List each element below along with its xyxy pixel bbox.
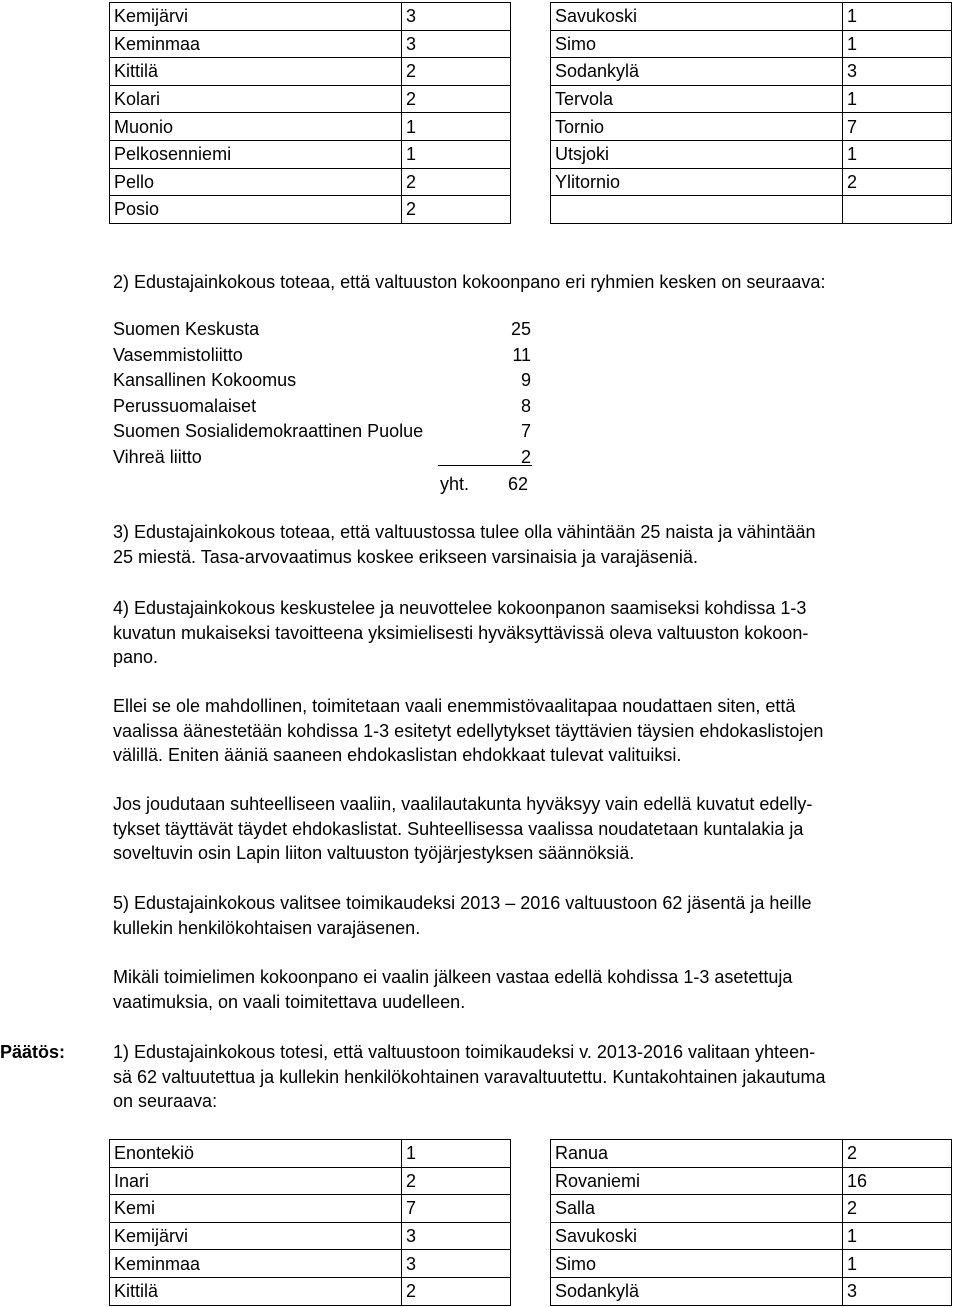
- text-line: vaalissa äänestetään kohdissa 1-3 esitetyt edellytykset täyttävien täysien ehdokaslistojen: [113, 720, 824, 741]
- table-row-empty: [551, 196, 952, 224]
- text-line: on seuraava:: [113, 1091, 218, 1111]
- table-row: [110, 1250, 511, 1278]
- table-row: [110, 1167, 511, 1195]
- municipality-name: Pelkosenniemi: [110, 140, 402, 168]
- table-row: [551, 1277, 952, 1305]
- municipality-name: Kittilä: [110, 58, 402, 86]
- text-line: pano.: [113, 647, 159, 667]
- seat-count: 3: [402, 3, 511, 31]
- municipality-name: Ranua: [551, 1140, 843, 1168]
- seat-count: 3: [402, 1250, 511, 1278]
- municipality-name: Kolari: [110, 85, 402, 113]
- seat-count: 2: [843, 1195, 952, 1223]
- municipality-name: Rovaniemi: [551, 1167, 843, 1195]
- list-item: [113, 368, 533, 394]
- paragraph-5: [113, 694, 958, 768]
- text-line: Ellei se ole mahdollinen, toimitetaan vaali enemmistövaalitapaa noudattaen siten, että: [113, 696, 796, 716]
- municipality-name: Enontekiö: [110, 1140, 402, 1168]
- decision-text: [113, 1040, 958, 1114]
- seat-count: 1: [843, 30, 952, 58]
- municipality-name: Sodankylä: [551, 58, 843, 86]
- total-label: yht.: [440, 474, 470, 494]
- table-row: [551, 58, 952, 86]
- seat-count: 1: [843, 3, 952, 31]
- list-item: [113, 317, 533, 343]
- text-line: 3) Edustajainkokous toteaa, että valtuustossa tulee olla vähintään 25 naista ja vähintään: [113, 522, 816, 542]
- party-name: Vihreä liitto: [113, 446, 202, 467]
- party-seat-list: [113, 317, 533, 471]
- seat-count: 7: [402, 1195, 511, 1223]
- party-seats: 7: [520, 421, 531, 442]
- municipality-name: Pello: [110, 168, 402, 196]
- text-line: vaatimuksia, on vaali toimitettava uudelleen.: [113, 991, 466, 1012]
- seat-count: 2: [402, 1167, 511, 1195]
- seat-count: 16: [843, 1167, 952, 1195]
- table-row: [110, 85, 511, 113]
- table-row: [551, 3, 952, 31]
- top-right-municipality-table: [550, 2, 952, 224]
- table-row: [110, 113, 511, 141]
- party-seats: 8: [520, 395, 531, 416]
- table-row: [110, 1277, 511, 1305]
- seat-count: 1: [843, 140, 952, 168]
- municipality-name: Keminmaa: [110, 30, 402, 58]
- text-line: kuvatun mukaiseksi tavoitteena yksimielisesti hyväksyttävissä oleva valtuuston kokoon-: [113, 622, 809, 643]
- municipality-name: Utsjoki: [551, 140, 843, 168]
- table-row: [110, 58, 511, 86]
- municipality-name: Kittilä: [110, 1277, 402, 1305]
- total-divider: [438, 465, 532, 466]
- seat-count: 2: [843, 168, 952, 196]
- total-value: 62: [508, 474, 529, 494]
- seat-count: 1: [843, 1250, 952, 1278]
- seat-count: 2: [843, 1140, 952, 1168]
- text-line: Mikäli toimielimen kokoonpano ei vaalin jälkeen vastaa edellä kohdissa 1-3 asetettuja: [113, 967, 793, 987]
- table-row: [110, 1222, 511, 1250]
- bottom-right-municipality-table: [550, 1139, 952, 1306]
- seat-count: 2: [402, 58, 511, 86]
- seat-count: 2: [402, 1277, 511, 1305]
- empty-cell: [843, 196, 952, 224]
- seat-count: 1: [402, 113, 511, 141]
- municipality-name: Muonio: [110, 113, 402, 141]
- municipality-name: Kemijärvi: [110, 3, 402, 31]
- text-line: tykset täyttävät täydet ehdokaslistat. Suhteellisessa vaalissa noudatetaan kuntalakia ja: [113, 818, 804, 839]
- empty-cell: [551, 196, 843, 224]
- table-row: [551, 1250, 952, 1278]
- municipality-name: Simo: [551, 1250, 843, 1278]
- paragraph-8: [113, 965, 958, 1014]
- municipality-name: Savukoski: [551, 3, 843, 31]
- municipality-name: Sodankylä: [551, 1277, 843, 1305]
- seat-count: 1: [402, 140, 511, 168]
- seat-count: 2: [402, 168, 511, 196]
- seat-count: 1: [843, 85, 952, 113]
- text-line: 4) Edustajainkokous keskustelee ja neuvottelee kokoonpanon saamiseksi kohdissa 1-3: [113, 598, 807, 618]
- municipality-name: Tervola: [551, 85, 843, 113]
- paragraph-7: [113, 891, 958, 940]
- party-name: Kansallinen Kokoomus: [113, 370, 297, 391]
- decision-label: Päätös:: [0, 1042, 66, 1062]
- municipality-name: Keminmaa: [110, 1250, 402, 1278]
- municipality-name: Posio: [110, 196, 402, 224]
- table-row: [551, 1222, 952, 1250]
- table-row: [551, 140, 952, 168]
- municipality-name: Simo: [551, 30, 843, 58]
- text-line: sä 62 valtuutettua ja kullekin henkilökohtainen varavaltuutettu. Kuntakohtainen jakautuma: [113, 1066, 826, 1087]
- seat-count: 2: [402, 196, 511, 224]
- municipality-name: Savukoski: [551, 1222, 843, 1250]
- seat-count: 2: [402, 85, 511, 113]
- municipality-name: Ylitornio: [551, 168, 843, 196]
- list-item: [113, 343, 533, 369]
- table-row: [110, 3, 511, 31]
- table-row: [551, 1195, 952, 1223]
- table-row: [110, 168, 511, 196]
- paragraph-6: [113, 792, 958, 866]
- table-row: [551, 85, 952, 113]
- seat-count: 7: [843, 113, 952, 141]
- top-left-municipality-table: [109, 2, 511, 224]
- table-row: [551, 168, 952, 196]
- party-seats: 2: [520, 446, 531, 467]
- table-row: [110, 140, 511, 168]
- party-name: Suomen Keskusta: [113, 319, 260, 339]
- bottom-left-municipality-table: [109, 1139, 511, 1306]
- table-row: [110, 1195, 511, 1223]
- party-name: Vasemmistoliitto: [113, 344, 243, 365]
- party-name: Suomen Sosialidemokraattinen Puolue: [113, 421, 424, 442]
- list-item: [113, 394, 533, 420]
- table-row: [551, 30, 952, 58]
- seat-count: 1: [843, 1222, 952, 1250]
- text-line: 1) Edustajainkokous totesi, että valtuustoon toimikaudeksi v. 2013-2016 valitaan yhteen-: [113, 1042, 816, 1062]
- municipality-name: Inari: [110, 1167, 402, 1195]
- party-seats: 25: [510, 319, 531, 339]
- text-line: 25 miestä. Tasa-arvovaatimus koskee erikseen varsinaisia ja varajäseniä.: [113, 546, 698, 567]
- table-row: [110, 1140, 511, 1168]
- seat-count: 3: [843, 58, 952, 86]
- municipality-name: Kemijärvi: [110, 1222, 402, 1250]
- seat-count: 1: [402, 1140, 511, 1168]
- seat-count: 3: [402, 1222, 511, 1250]
- text-line: soveltuvin osin Lapin liiton valtuuston työjärjestyksen säännöksiä.: [113, 843, 635, 863]
- seat-count: 3: [402, 30, 511, 58]
- municipality-name: Salla: [551, 1195, 843, 1223]
- text-line: Jos joudutaan suhteelliseen vaaliin, vaalilautakunta hyväksyy vain edellä kuvatut edelly-: [113, 794, 813, 814]
- table-row: [110, 196, 511, 224]
- municipality-name: Kemi: [110, 1195, 402, 1223]
- paragraph-4: [113, 596, 958, 670]
- section2-intro: 2) Edustajainkokous toteaa, että valtuuston kokoonpano eri ryhmien kesken on seuraava:: [113, 272, 826, 292]
- list-item: [113, 419, 533, 445]
- party-seats: 9: [520, 370, 531, 391]
- text-line: 5) Edustajainkokous valitsee toimikaudeksi 2013 – 2016 valtuustoon 62 jäsentä ja heille: [113, 893, 812, 913]
- list-item: [113, 445, 533, 471]
- text-line: välillä. Eniten ääniä saaneen ehdokaslistan ehdokkaat tulevat valituiksi.: [113, 745, 682, 765]
- table-row: [110, 30, 511, 58]
- text-line: kullekin henkilökohtaisen varajäsenen.: [113, 917, 421, 938]
- party-name: Perussuomalaiset: [113, 395, 257, 416]
- table-row: [551, 1167, 952, 1195]
- table-row: [551, 1140, 952, 1168]
- paragraph-3: [113, 520, 958, 569]
- municipality-name: Tornio: [551, 113, 843, 141]
- seat-count: 3: [843, 1277, 952, 1305]
- table-row: [551, 113, 952, 141]
- party-seats: 11: [512, 344, 531, 365]
